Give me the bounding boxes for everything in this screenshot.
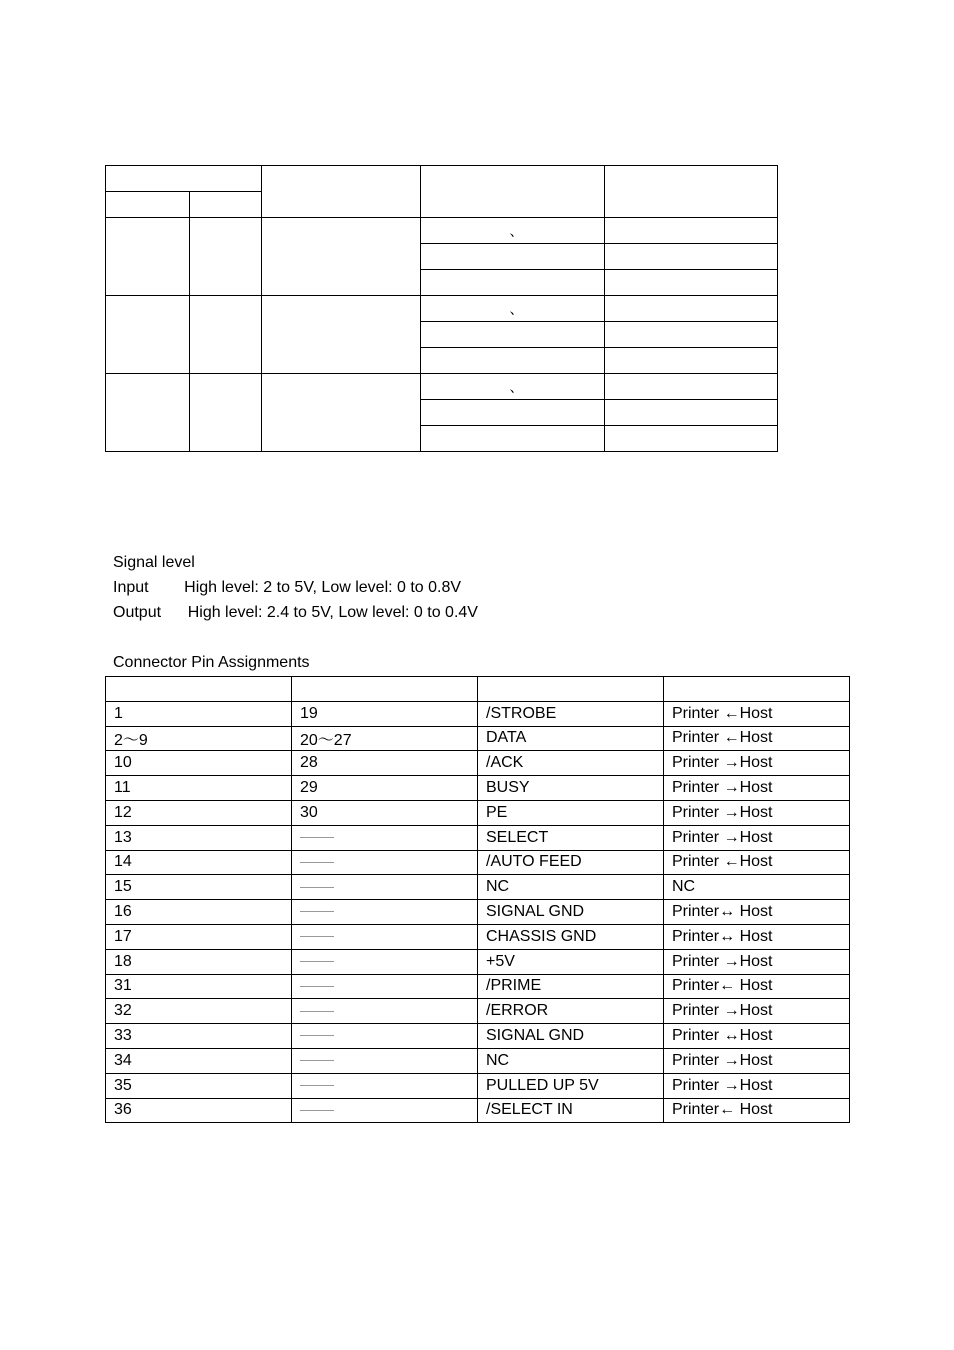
spec-cell — [605, 296, 778, 322]
spec-cell — [421, 348, 605, 374]
tick-mark: 、 — [509, 222, 524, 239]
pin-cell-signal: /ERROR — [478, 999, 664, 1024]
pin-cell-return-pin — [292, 825, 478, 850]
spec-cell — [421, 426, 605, 452]
pin-cell-signal: SIGNAL GND — [478, 1024, 664, 1049]
spec-cell — [605, 374, 778, 400]
table-row — [106, 1024, 850, 1049]
pin-cell-direction: Printer↔ Host — [664, 924, 850, 949]
table-row — [106, 800, 850, 825]
pin-cell-signal: NC — [478, 1048, 664, 1073]
pin-header-cell — [664, 677, 850, 702]
spec-cell — [605, 426, 778, 452]
spec-cell — [421, 244, 605, 270]
pin-cell-pin: 13 — [106, 825, 292, 850]
table-row — [106, 924, 850, 949]
table-row — [106, 776, 850, 801]
table-row — [106, 825, 850, 850]
pin-cell-pin: 14 — [106, 850, 292, 875]
pin-cell-pin: 36 — [106, 1098, 292, 1123]
table-row — [106, 1073, 850, 1098]
dash-mark — [300, 1035, 334, 1036]
pin-cell-pin: 15 — [106, 875, 292, 900]
spec-cell — [262, 374, 421, 452]
spec-cell — [421, 374, 605, 400]
pin-table — [105, 676, 850, 1123]
pin-cell-signal: PE — [478, 800, 664, 825]
spec-header-cell — [605, 166, 778, 218]
pin-cell-return-pin — [292, 949, 478, 974]
signal-input-line: Input High level: 2 to 5V, Low level: 0 to 0.8V — [113, 579, 462, 596]
dash-mark — [300, 961, 334, 962]
pin-cell-signal: NC — [478, 875, 664, 900]
spec-subheader-cell — [190, 192, 262, 218]
pin-cell-signal: DATA — [478, 726, 664, 751]
pin-cell-return-pin — [292, 875, 478, 900]
pin-cell-signal: /AUTO FEED — [478, 850, 664, 875]
pin-cell-return-pin — [292, 1073, 478, 1098]
pin-cell-return-pin — [292, 900, 478, 925]
pin-cell-direction: Printer ←Host — [664, 726, 850, 751]
spec-cell — [106, 374, 190, 452]
pin-cell-signal: SIGNAL GND — [478, 900, 664, 925]
spec-cell — [106, 296, 190, 374]
spec-subheader-cell — [106, 192, 190, 218]
table-row — [106, 949, 850, 974]
pin-cell-direction: Printer →Host — [664, 949, 850, 974]
pin-header-cell — [106, 677, 292, 702]
pin-cell-direction: NC — [664, 875, 850, 900]
dash-mark — [300, 837, 334, 838]
spec-cell — [605, 244, 778, 270]
table-row — [106, 900, 850, 925]
pin-cell-direction: Printer← Host — [664, 974, 850, 999]
signal-level-title: Signal level — [113, 554, 195, 571]
dash-mark — [300, 936, 334, 937]
spec-cell — [421, 296, 605, 322]
pin-cell-pin: 35 — [106, 1073, 292, 1098]
dash-mark — [300, 1085, 334, 1086]
pin-cell-signal: SELECT — [478, 825, 664, 850]
pin-cell-signal: +5V — [478, 949, 664, 974]
pin-cell-signal: /SELECT IN — [478, 1098, 664, 1123]
spec-cell — [421, 400, 605, 426]
spec-header-cell — [106, 166, 262, 192]
table-row — [106, 1098, 850, 1123]
pin-cell-return-pin: 29 — [292, 776, 478, 801]
pin-cell-direction: Printer →Host — [664, 999, 850, 1024]
pin-cell-pin: 34 — [106, 1048, 292, 1073]
dash-mark — [300, 887, 334, 888]
pin-cell-direction: Printer →Host — [664, 800, 850, 825]
pin-header-cell — [478, 677, 664, 702]
table-row — [106, 701, 850, 726]
tick-mark: 、 — [509, 378, 524, 395]
table-row — [106, 999, 850, 1024]
pin-cell-return-pin — [292, 1024, 478, 1049]
pin-cell-pin: 18 — [106, 949, 292, 974]
spec-cell — [190, 296, 262, 374]
pin-cell-return-pin — [292, 1048, 478, 1073]
spec-cell — [605, 218, 778, 244]
table-row — [106, 875, 850, 900]
pin-cell-signal: CHASSIS GND — [478, 924, 664, 949]
signal-output-line: Output High level: 2.4 to 5V, Low level: 0 to 0.4V — [113, 604, 478, 621]
spec-cell — [421, 322, 605, 348]
pin-cell-direction: Printer ↔Host — [664, 1024, 850, 1049]
spec-header-cell — [262, 166, 421, 218]
pin-cell-direction: Printer →Host — [664, 1073, 850, 1098]
pin-cell-signal: /STROBE — [478, 701, 664, 726]
dash-mark — [300, 1060, 334, 1061]
spec-cell — [262, 218, 421, 296]
pin-cell-pin: 11 — [106, 776, 292, 801]
pin-cell-direction: Printer →Host — [664, 1048, 850, 1073]
dash-mark — [300, 1011, 334, 1012]
pin-cell-return-pin — [292, 850, 478, 875]
pin-cell-return-pin — [292, 974, 478, 999]
pin-cell-pin: 10 — [106, 751, 292, 776]
table-row — [106, 751, 850, 776]
pin-cell-direction: Printer↔ Host — [664, 900, 850, 925]
pin-cell-pin: 12 — [106, 800, 292, 825]
pin-cell-direction: Printer →Host — [664, 825, 850, 850]
pin-cell-return-pin: 19 — [292, 701, 478, 726]
spec-cell — [605, 348, 778, 374]
pin-cell-signal: PULLED UP 5V — [478, 1073, 664, 1098]
spec-table — [105, 165, 778, 452]
spec-cell — [605, 270, 778, 296]
dash-mark — [300, 911, 334, 912]
pin-cell-pin: 2～9 — [106, 726, 292, 751]
pin-cell-signal: /PRIME — [478, 974, 664, 999]
table-row — [106, 1048, 850, 1073]
spec-cell — [421, 270, 605, 296]
pin-header-cell — [292, 677, 478, 702]
dash-mark — [300, 1110, 334, 1111]
spec-cell — [106, 218, 190, 296]
spec-cell — [421, 218, 605, 244]
table-row — [106, 974, 850, 999]
dash-mark — [300, 862, 334, 863]
pin-cell-pin: 31 — [106, 974, 292, 999]
pin-cell-direction: Printer ←Host — [664, 850, 850, 875]
connector-title: Connector Pin Assignments — [113, 654, 310, 671]
spec-cell — [605, 322, 778, 348]
tick-mark: 、 — [509, 300, 524, 317]
pin-cell-pin: 1 — [106, 701, 292, 726]
dash-mark — [300, 986, 334, 987]
spec-cell — [190, 218, 262, 296]
pin-cell-return-pin — [292, 1098, 478, 1123]
pin-cell-direction: Printer →Host — [664, 751, 850, 776]
pin-cell-signal: BUSY — [478, 776, 664, 801]
pin-cell-pin: 16 — [106, 900, 292, 925]
pin-cell-pin: 17 — [106, 924, 292, 949]
pin-cell-return-pin — [292, 999, 478, 1024]
pin-cell-direction: Printer ←Host — [664, 701, 850, 726]
pin-cell-return-pin: 30 — [292, 800, 478, 825]
pin-cell-return-pin: 28 — [292, 751, 478, 776]
pin-cell-return-pin: 20～27 — [292, 726, 478, 751]
pin-cell-return-pin — [292, 924, 478, 949]
table-row — [106, 850, 850, 875]
spec-cell — [605, 400, 778, 426]
pin-cell-direction: Printer← Host — [664, 1098, 850, 1123]
spec-header-cell — [421, 166, 605, 218]
pin-cell-signal: /ACK — [478, 751, 664, 776]
spec-cell — [190, 374, 262, 452]
pin-cell-direction: Printer →Host — [664, 776, 850, 801]
pin-cell-pin: 32 — [106, 999, 292, 1024]
pin-cell-pin: 33 — [106, 1024, 292, 1049]
spec-cell — [262, 296, 421, 374]
table-row — [106, 726, 850, 751]
